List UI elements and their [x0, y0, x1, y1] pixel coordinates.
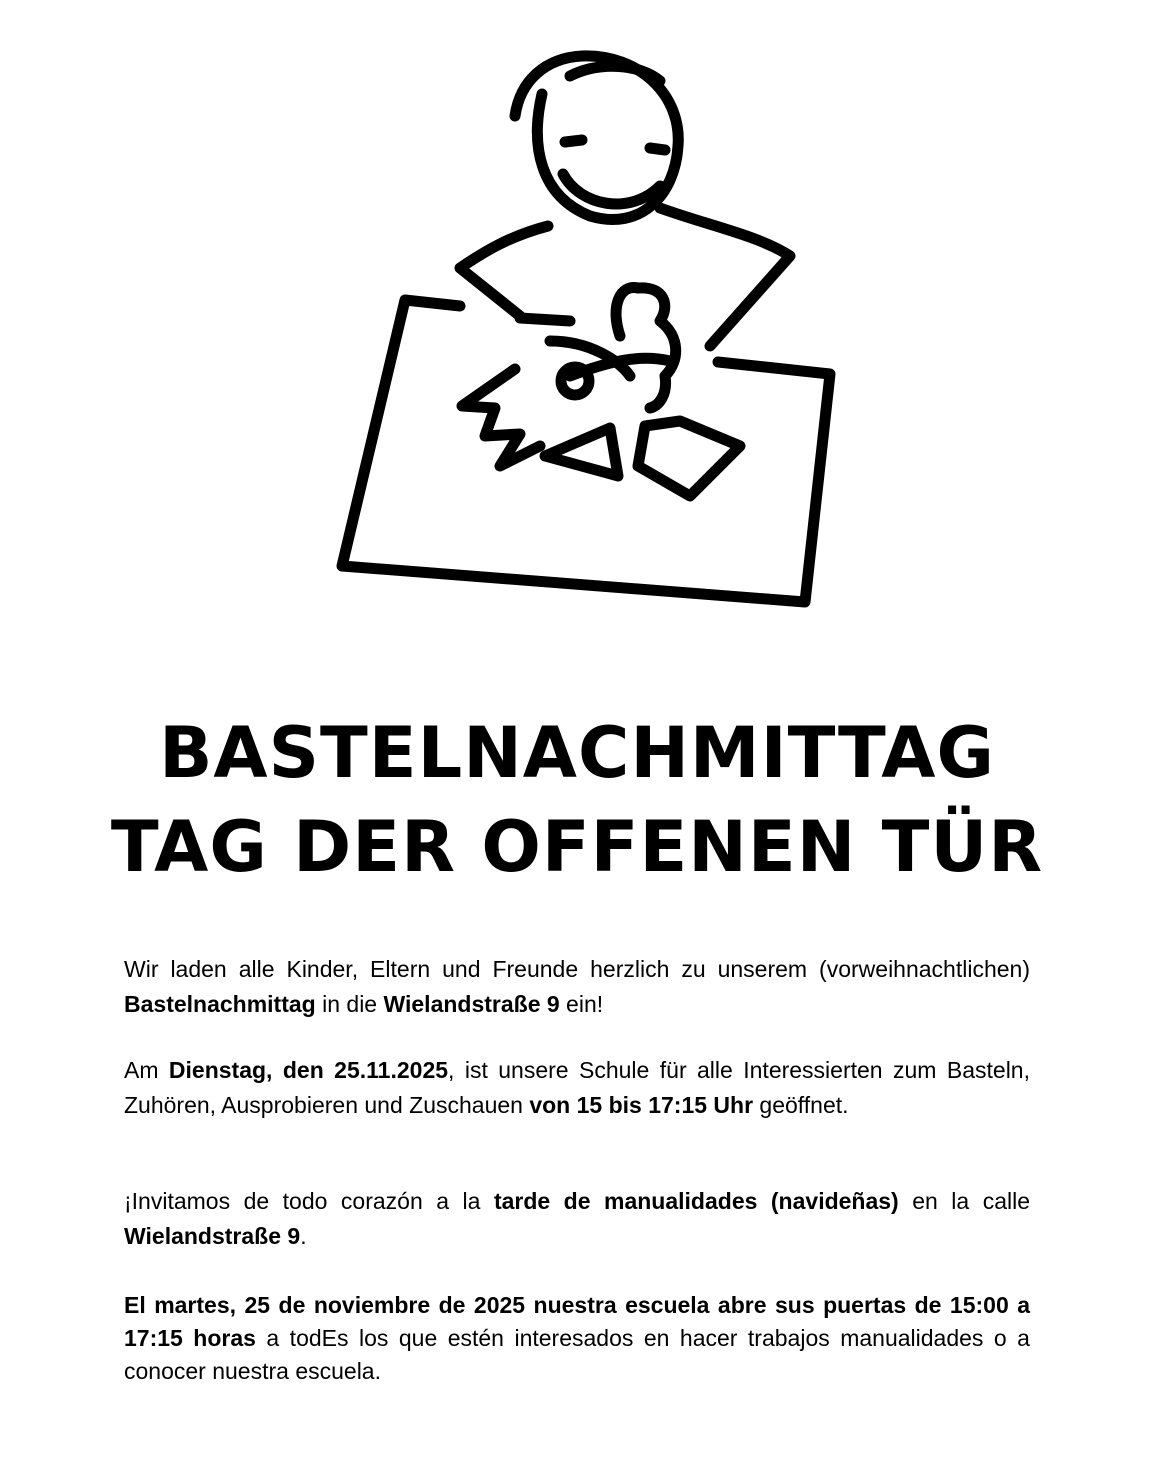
paragraph-spanish-invitation	[124, 1184, 1030, 1254]
paragraph-spanish-details	[124, 1289, 1030, 1388]
right-arm	[660, 208, 790, 346]
paragraph-german-details	[124, 1053, 1030, 1123]
bold-text: Dienstag, den 25.11.2025	[168, 1057, 449, 1083]
title-line-2: TAG DER OFFENEN TÜR	[110, 806, 1044, 888]
right-eye	[650, 148, 665, 150]
text: ein!	[559, 991, 604, 1017]
left-arm	[460, 226, 548, 316]
zigzag-cutout	[462, 369, 540, 466]
child-crafting-icon	[320, 36, 860, 626]
hand	[616, 288, 676, 408]
triangle-cutout	[545, 428, 618, 476]
bold-text: von 15 bis 17:15 Uhr	[529, 1092, 754, 1118]
bold-text: Bastelnachmittag	[124, 991, 316, 1017]
scissor-handle	[561, 367, 589, 395]
smile	[563, 174, 660, 204]
square-cutout	[638, 421, 740, 496]
bold-text: tarde de manualidades (navideñas)	[493, 1188, 899, 1214]
bold-text: Wielandstraße 9	[383, 991, 560, 1017]
paragraph-german-invitation	[124, 952, 1030, 1022]
text: en la calle	[898, 1188, 1030, 1214]
bold-text: El martes, 25 de noviembre de 2025 nuestra escuela abre sus puertas de 15:00 a 17:15 horas	[124, 1292, 1030, 1351]
title-line-1: BASTELNACHMITTAG	[159, 712, 995, 794]
text: Am	[124, 1057, 169, 1083]
text: geöffnet.	[753, 1092, 849, 1118]
bold-text: Wielandstraße 9	[124, 1223, 301, 1249]
text: .	[300, 1223, 307, 1249]
paper-edge	[520, 318, 570, 321]
text: in die	[315, 991, 384, 1017]
text: , ist unsere Schule für alle Interessierten zum Basteln, Zuhören, Ausprobieren und Zuschauen	[124, 1057, 1030, 1118]
text: ¡Invitamos de todo corazón a la	[124, 1188, 494, 1214]
left-eye	[565, 140, 582, 142]
text: a todEs los que estén interesados en hacer trabajos manualidades o a conocer nuestra escuela.	[124, 1325, 1030, 1384]
text: Wir laden alle Kinder, Eltern und Freunde herzlich zu unserem (vorweihnachtlichen)	[124, 956, 1030, 982]
